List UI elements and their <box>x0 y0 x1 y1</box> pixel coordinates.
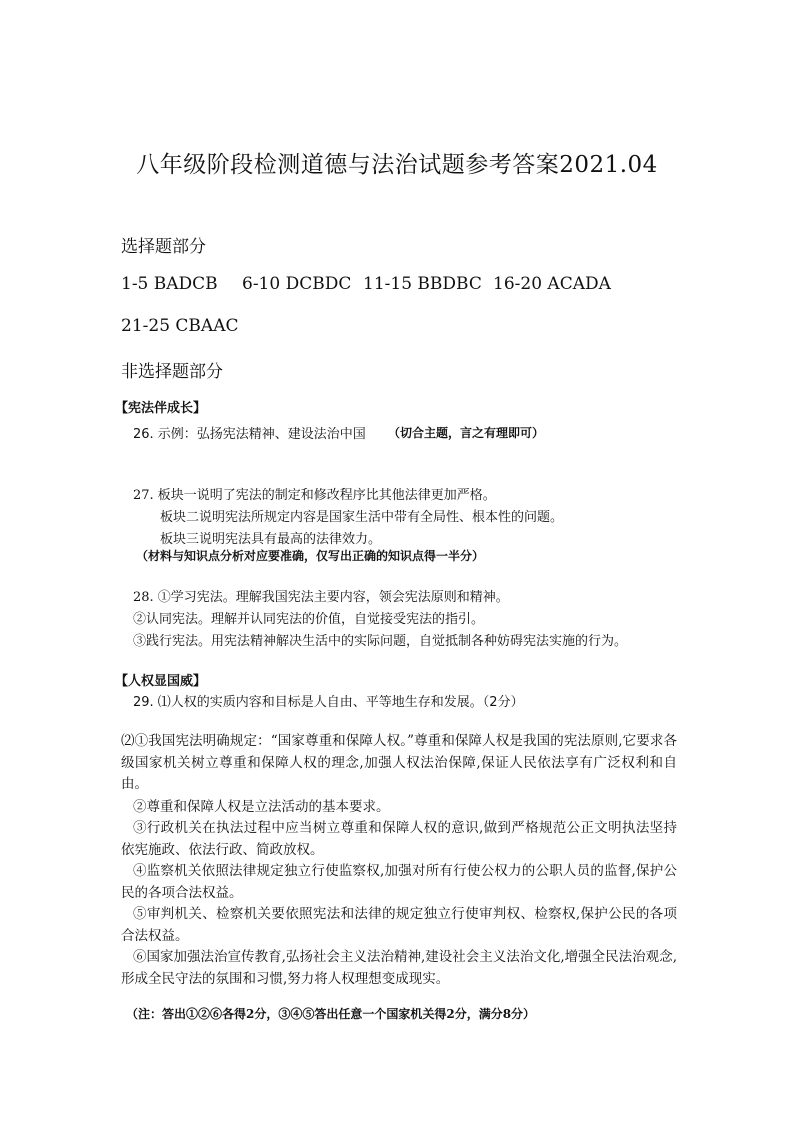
nonchoice-heading: 非选择题部分 <box>121 362 223 382</box>
q29-part-2-item-2: ②尊重和保障人权是立法活动的基本要求。 <box>133 799 390 815</box>
q26-answer: 26. 示例：弘扬宪法精神、建设法治中国 <box>133 427 366 442</box>
answer-group-16-20: 16-20 ACADA <box>493 274 611 294</box>
answer-group-6-10: 6-10 DCBDC <box>242 274 352 294</box>
section-heading-constitution: 【宪法伴成长】 <box>115 401 207 416</box>
answer-group-1-5: 1-5 BADCB <box>121 274 218 294</box>
answer-group-21-25: 21-25 CBAAC <box>121 316 239 336</box>
q29-part-2-item-3: ③行政机关在执法过程中应当树立尊重和保障人权的意识,做到严格规范公正文明执法坚持依宪施政、依法行政、简政放权。 <box>121 820 677 858</box>
choice-heading: 选择题部分 <box>121 237 206 257</box>
q29-part-2-item-6: ⑥国家加强法治宣传教育,弘扬社会主义法治精神,建设社会主义法治文化,增强全民法治观念,形成全民守法的氛围和习惯,努力将人权理想变成现实。 <box>121 949 677 987</box>
q27-line-2: 板块二说明宪法所规定内容是国家生活中带有全局性、根本性的问题。 <box>160 510 564 525</box>
q29-part-1: 29. ⑴人权的实质内容和目标是人自由、平等地生存和发展。（2分） <box>133 695 524 710</box>
q27-line-1: 27. 板块一说明了宪法的制定和修改程序比其他法律更加严格。 <box>133 488 496 503</box>
section-heading-human-rights: 【人权显国威】 <box>115 674 207 689</box>
q29-part-2-item-1: ⑵①我国宪法明确规定：“国家尊重和保障人权。”尊重和保障人权是我国的宪法原则,它要求各级国家机关树立尊重和保障人权的理念,加强人权法治保障,保证人民依法享有广泛权利和自由。 <box>121 733 677 792</box>
q27-note: （材料与知识点分析对应要准确，仅写出正确的知识点得一半分） <box>136 549 485 563</box>
q28-line-1: 28. ①学习宪法。理解我国宪法主要内容，领会宪法原则和精神。 <box>133 590 509 605</box>
q29-part-2-item-5: ⑤审判机关、检察机关要依照宪法和法律的规定独立行使审判权、检察权,保护公民的各项合法权益。 <box>121 906 677 944</box>
q28-line-2: ②认同宪法。理解并认同宪法的价值，自觉接受宪法的指引。 <box>133 612 485 627</box>
q28-line-3: ③践行宪法。用宪法精神解决生活中的实际问题，自觉抵制各种妨碍宪法实施的行为。 <box>133 634 628 649</box>
q27-line-3: 板块三说明宪法具有最高的法律效力。 <box>160 532 382 547</box>
q29-part-2-item-4: ④监察机关依照法律规定独立行使监察权,加强对所有行使公权力的公职人员的监督,保护公民的各项合法权益。 <box>121 863 677 901</box>
answer-group-11-15: 11-15 BBDBC <box>363 274 482 294</box>
q29-scoring-note: （注：答出①②⑥各得2分，③④⑤答出任意一个国家机关得2分，满分8分） <box>126 1007 536 1021</box>
q26-note: （切合主题，言之有理即可） <box>388 426 545 440</box>
page-title: 八年级阶段检测道德与法治试题参考答案2021.04 <box>136 152 658 178</box>
